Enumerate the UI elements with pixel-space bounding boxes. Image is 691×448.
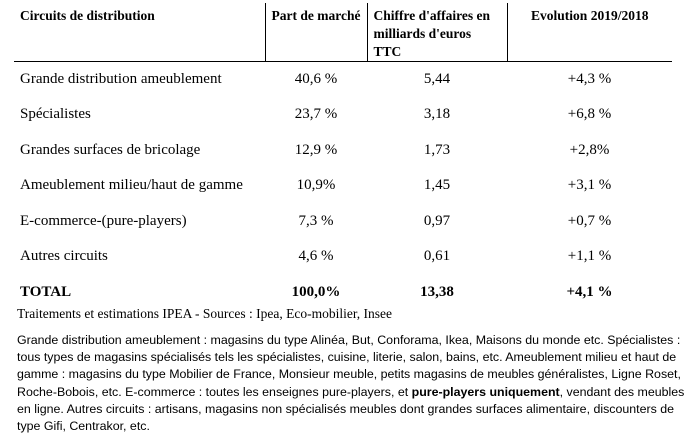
cell-share: 40,6 % xyxy=(294,71,338,87)
cell-circuit: Autres circuits xyxy=(20,248,108,265)
notes-text-part1: Grande distribution ameublement : magasins du type Alinéa, But, Conforama, Ikea, Maisons du monde etc. Spécialistes : tous types de magasins spécialisés tels les spécialistes, cuisine, literie, salon, bains, etc. Ameublement milieu et haut de gamme : magasins du type Mobilier de France, Monsieur meuble, petits magasins de meubles généralistes, Ligne Roset, Roche-Bobois, etc. E-commerce : toutes les enseignes pure-players, et xyxy=(17,333,681,399)
cell-circuit: Grandes surfaces de bricolage xyxy=(20,141,201,158)
cell-revenue: 0,61 xyxy=(423,248,451,265)
header-share: Part de marché xyxy=(265,3,367,62)
table-row xyxy=(14,168,672,204)
table-row xyxy=(14,204,672,240)
total-label: TOTAL xyxy=(20,283,72,300)
table-row xyxy=(14,239,672,275)
cell-evolution: +2,8% xyxy=(569,141,610,158)
cell-circuit: Ameublement milieu/haut de gamme xyxy=(20,177,243,194)
table-row xyxy=(14,133,672,169)
distribution-table xyxy=(14,3,672,310)
cell-share: 10,9% xyxy=(296,177,336,194)
header-evolution: Evolution 2019/2018 xyxy=(507,3,672,62)
cell-circuit: E-commerce-(pure-players) xyxy=(20,212,187,229)
notes-bold-text: pure-players uniquement xyxy=(411,384,560,399)
table-total-row xyxy=(14,275,672,311)
cell-revenue: 3,18 xyxy=(423,106,451,123)
cell-evolution: +4,3 % xyxy=(567,71,612,87)
notes-text-part2: , vendant des meubles en ligne. Autres circuits : artisans, magasins non spécialisés meubles dont grandes surfaces alimentaire, discounters de type Gifi, Centrakor, etc. xyxy=(17,384,685,434)
cell-evolution: +0,7 % xyxy=(567,212,612,229)
cell-evolution: +1,1 % xyxy=(567,248,612,265)
source-note: Traitements et estimations IPEA - Sources : Ipea, Eco-mobilier, Insee xyxy=(17,306,393,321)
cell-share: 7,3 % xyxy=(298,212,334,229)
definitions-note xyxy=(17,332,685,435)
total-share: 100,0% xyxy=(291,283,341,300)
cell-revenue: 1,73 xyxy=(423,141,451,158)
cell-revenue: 0,97 xyxy=(423,212,451,229)
cell-share: 4,6 % xyxy=(298,248,334,265)
total-revenue: 13,38 xyxy=(420,283,454,300)
cell-revenue: 5,44 xyxy=(423,71,451,87)
header-revenue: Chiffre d'affaires en milliards d'euros TTC xyxy=(367,3,507,62)
cell-evolution: +6,8 % xyxy=(567,106,612,123)
cell-share: 12,9 % xyxy=(294,141,338,158)
header-circuit: Circuits de distribution xyxy=(14,3,265,62)
table-row xyxy=(14,97,672,133)
total-evolution: +4,1 % xyxy=(566,283,613,300)
cell-circuit: Grande distribution ameublement xyxy=(20,71,222,87)
table-row xyxy=(14,62,672,98)
table-header-row xyxy=(14,3,672,62)
cell-share: 23,7 % xyxy=(294,106,338,123)
cell-revenue: 1,45 xyxy=(423,177,451,194)
cell-circuit: Spécialistes xyxy=(20,106,91,123)
cell-evolution: +3,1 % xyxy=(567,177,612,194)
